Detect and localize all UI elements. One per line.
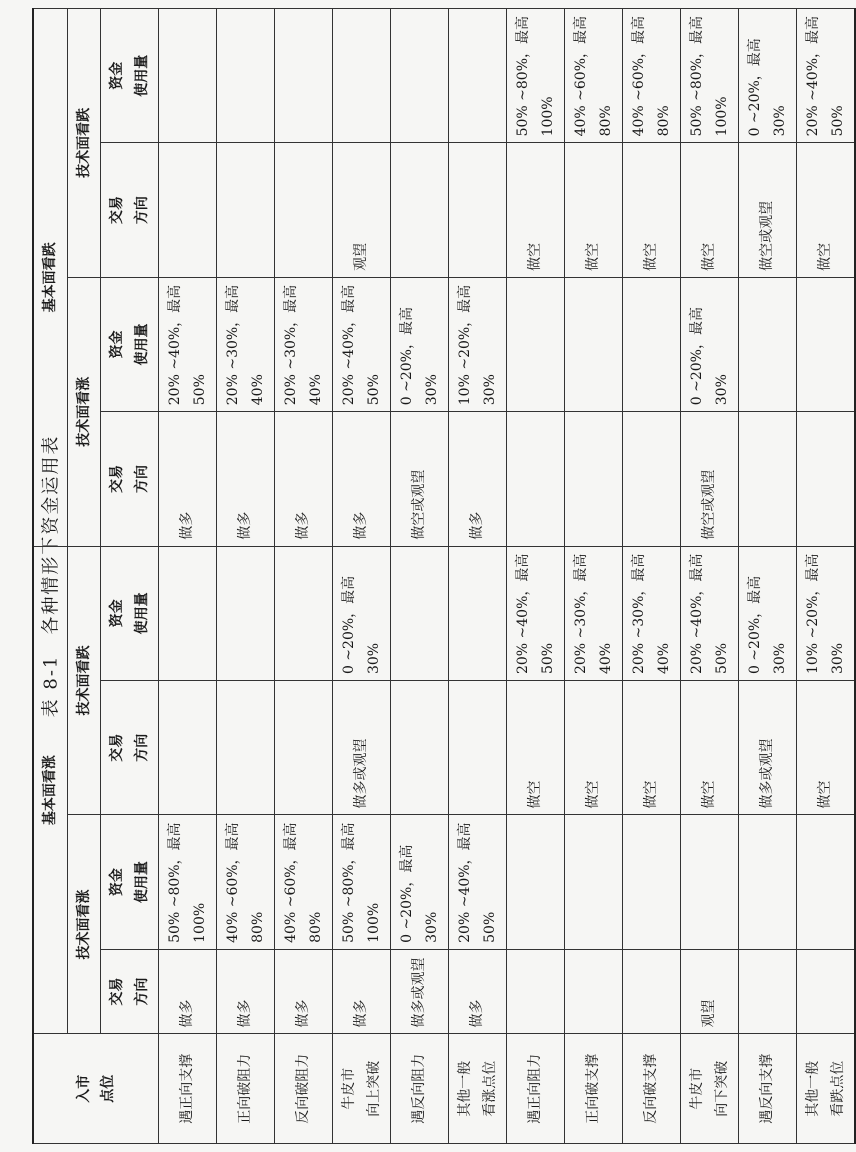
fund-amount-cell: 10% ~20%，最高 30% [449, 277, 507, 411]
fund-amount-cell [623, 277, 681, 411]
fund-amount-cell: 0 ~20%，最高 30% [739, 9, 797, 143]
trade-direction-cell [217, 143, 275, 277]
fund-amount-cell [275, 9, 333, 143]
direction-header: 交易 方向 [101, 681, 159, 815]
fund-amount-cell [507, 815, 565, 949]
corner-header-text: 入市 点位 [75, 1074, 116, 1103]
trade-direction-cell: 做多 [449, 412, 507, 546]
direction-header: 交易 方向 [101, 949, 159, 1034]
fund-amount-cell: 50% ~80%，最高 100% [333, 815, 391, 949]
trade-direction-cell [275, 143, 333, 277]
entry-point-label: 牛皮市 向下突破 [681, 1034, 739, 1144]
header-row-1 [33, 9, 67, 1144]
fund-amount-cell: 50% ~80%，最高 100% [159, 815, 217, 949]
fund-amount-cell [159, 9, 217, 143]
fund-amount-cell [681, 815, 739, 949]
table-row [449, 9, 507, 1144]
table-row [507, 9, 565, 1144]
fund-amount-cell: 40% ~60%，最高 80% [565, 9, 623, 143]
down-tech-down-header: 技术面看跌 [67, 9, 101, 278]
fund-amount-cell: 0 ~20%，最高 30% [333, 546, 391, 680]
fund-amount-cell: 20% ~40%，最高 50% [507, 546, 565, 680]
entry-point-label: 牛皮市 向上突破 [333, 1034, 391, 1144]
amount-header: 资金 使用量 [101, 9, 159, 143]
trade-direction-cell [391, 681, 449, 815]
fund-amount-cell: 50% ~80%，最高 100% [681, 9, 739, 143]
trade-direction-cell: 做多 [159, 949, 217, 1034]
fund-amount-cell: 20% ~30%，最高 40% [565, 546, 623, 680]
fund-amount-cell [565, 815, 623, 949]
trade-direction-cell: 做多 [159, 412, 217, 546]
table-row [275, 9, 333, 1144]
trade-direction-cell: 做多 [333, 949, 391, 1034]
fund-amount-cell: 10% ~20%，最高 30% [797, 546, 856, 680]
table-row [623, 9, 681, 1144]
trade-direction-cell: 做空 [623, 143, 681, 277]
trade-direction-cell: 做空 [565, 143, 623, 277]
fund-amount-cell [565, 277, 623, 411]
trade-direction-cell [507, 412, 565, 546]
fund-amount-cell: 0 ~20%，最高 30% [739, 546, 797, 680]
table-row [391, 9, 449, 1144]
entry-point-label: 反向破阻力 [275, 1034, 333, 1144]
fund-amount-cell: 40% ~60%，最高 80% [275, 815, 333, 949]
up-tech-up-header: 技术面看涨 [67, 815, 101, 1034]
trade-direction-cell: 做空或观望 [681, 412, 739, 546]
down-tech-up-header: 技术面看涨 [67, 277, 101, 546]
trade-direction-cell: 做空 [565, 681, 623, 815]
caption-text: 表 8-1 各种情形下资金运用表 [40, 434, 61, 718]
corner-header [33, 1034, 159, 1144]
table-body [159, 9, 856, 1144]
trade-direction-cell: 做多或观望 [391, 949, 449, 1034]
fund-amount-cell [739, 815, 797, 949]
trade-direction-cell [565, 412, 623, 546]
trade-direction-cell [507, 949, 565, 1034]
table-row [217, 9, 275, 1144]
fund-amount-cell [275, 546, 333, 680]
fund-amount-cell: 20% ~40%，最高 50% [681, 546, 739, 680]
trade-direction-cell: 做多 [275, 949, 333, 1034]
fund-amount-cell [739, 277, 797, 411]
trade-direction-cell: 做空 [507, 143, 565, 277]
direction-header: 交易 方向 [101, 143, 159, 277]
trade-direction-cell [217, 681, 275, 815]
fund-amount-cell: 40% ~60%，最高 80% [623, 9, 681, 143]
trade-direction-cell [275, 681, 333, 815]
fund-amount-cell: 50% ~80%，最高 100% [507, 9, 565, 143]
trade-direction-cell [623, 949, 681, 1034]
amount-header: 资金 使用量 [101, 815, 159, 949]
table-row [333, 9, 391, 1144]
trade-direction-cell [797, 412, 856, 546]
trade-direction-cell: 做多 [275, 412, 333, 546]
fund-amount-cell [797, 277, 856, 411]
trade-direction-cell [565, 949, 623, 1034]
entry-point-label: 反向破支撑 [623, 1034, 681, 1144]
trade-direction-cell [623, 412, 681, 546]
up-tech-down-header: 技术面看跌 [67, 546, 101, 815]
table-row [681, 9, 739, 1144]
entry-point-label: 正向破支撑 [565, 1034, 623, 1144]
trade-direction-cell: 做多 [217, 412, 275, 546]
fundamental-down-header: 基本面看跌 [33, 9, 67, 547]
trade-direction-cell [797, 949, 856, 1034]
trade-direction-cell [449, 681, 507, 815]
trade-direction-cell: 做空或观望 [391, 412, 449, 546]
fund-amount-cell: 20% ~30%，最高 40% [623, 546, 681, 680]
entry-point-label: 遇正向阻力 [507, 1034, 565, 1144]
trade-direction-cell: 做空 [507, 681, 565, 815]
trade-direction-cell: 观望 [681, 949, 739, 1034]
entry-point-label: 其他一般 看涨点位 [449, 1034, 507, 1144]
fund-usage-table [32, 8, 856, 1144]
trade-direction-cell: 观望 [333, 143, 391, 277]
trade-direction-cell: 做空 [681, 143, 739, 277]
fund-amount-cell: 40% ~60%，最高 80% [217, 815, 275, 949]
fund-amount-cell: 20% ~30%，最高 40% [217, 277, 275, 411]
fundamental-up-header: 基本面看涨 [33, 546, 67, 1034]
trade-direction-cell: 做空 [681, 681, 739, 815]
entry-point-label: 正向破阻力 [217, 1034, 275, 1144]
trade-direction-cell [159, 143, 217, 277]
fund-amount-cell [159, 546, 217, 680]
amount-header: 资金 使用量 [101, 277, 159, 411]
trade-direction-cell [159, 681, 217, 815]
trade-direction-cell: 做多 [449, 949, 507, 1034]
fund-amount-cell: 20% ~40%，最高 50% [159, 277, 217, 411]
fund-amount-cell [449, 9, 507, 143]
fund-amount-cell [391, 546, 449, 680]
trade-direction-cell: 做空 [623, 681, 681, 815]
fund-amount-cell [449, 546, 507, 680]
trade-direction-cell [739, 412, 797, 546]
fund-amount-cell: 20% ~40%，最高 50% [797, 9, 856, 143]
table-row [565, 9, 623, 1144]
trade-direction-cell: 做多 [217, 949, 275, 1034]
fund-amount-cell: 20% ~40%，最高 50% [333, 277, 391, 411]
trade-direction-cell: 做多或观望 [739, 681, 797, 815]
rotated-table-container [32, 8, 846, 1144]
entry-point-label: 遇反向支撑 [739, 1034, 797, 1144]
direction-header: 交易 方向 [101, 412, 159, 546]
fund-amount-cell: 20% ~30%，最高 40% [275, 277, 333, 411]
trade-direction-cell [449, 143, 507, 277]
trade-direction-cell: 做多 [333, 412, 391, 546]
trade-direction-cell: 做空 [797, 681, 856, 815]
entry-point-label: 遇反向阻力 [391, 1034, 449, 1144]
trade-direction-cell [391, 143, 449, 277]
fund-amount-cell [217, 9, 275, 143]
fund-amount-cell: 0 ~20%，最高 30% [391, 277, 449, 411]
fund-amount-cell [391, 9, 449, 143]
trade-direction-cell: 做空或观望 [739, 143, 797, 277]
fund-amount-cell [507, 277, 565, 411]
trade-direction-cell [739, 949, 797, 1034]
fund-amount-cell [623, 815, 681, 949]
fund-amount-cell: 0 ~20%，最高 30% [681, 277, 739, 411]
entry-point-label: 遇正向支撑 [159, 1034, 217, 1144]
table-row [739, 9, 797, 1144]
fund-amount-cell: 20% ~40%，最高 50% [449, 815, 507, 949]
fund-amount-cell [333, 9, 391, 143]
trade-direction-cell: 做空 [797, 143, 856, 277]
fund-amount-cell [217, 546, 275, 680]
header-row-2 [67, 9, 101, 1144]
amount-header: 资金 使用量 [101, 546, 159, 680]
trade-direction-cell: 做多或观望 [333, 681, 391, 815]
fund-amount-cell: 0 ~20%，最高 30% [391, 815, 449, 949]
table-row [797, 9, 856, 1144]
header-row-3 [101, 9, 159, 1144]
table-row [159, 9, 217, 1144]
entry-point-label: 其他一般 看跌点位 [797, 1034, 856, 1144]
fund-amount-cell [797, 815, 856, 949]
